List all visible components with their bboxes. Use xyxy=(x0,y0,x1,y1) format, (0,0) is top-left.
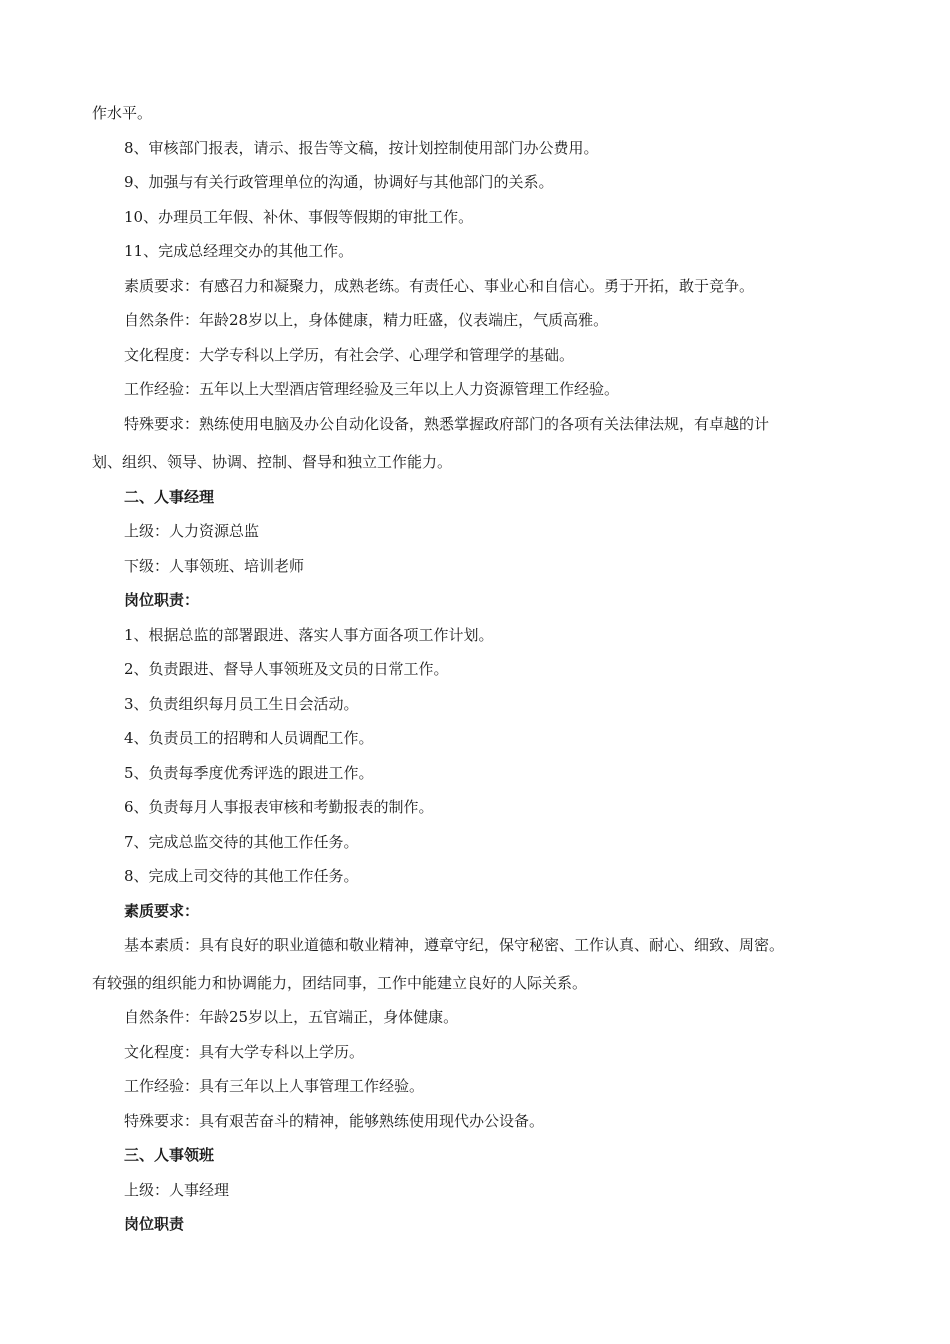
duty-item-2: 2、负责跟进、督导人事领班及文员的日常工作。 xyxy=(124,660,449,678)
duty-item-8: 8、审核部门报表，请示、报告等文稿，按计划控制使用部门办公费用。 xyxy=(124,139,599,157)
special-requirement: 特殊要求：熟练使用电脑及办公自动化设备，熟悉掌握政府部门的各项有关法律法规，有卓越的计 xyxy=(124,415,770,433)
section-heading-hr-manager: 二、人事经理 xyxy=(124,488,215,506)
section-heading-hr-supervisor: 三、人事领班 xyxy=(124,1146,215,1164)
duty-item-9: 9、加强与有关行政管理单位的沟通，协调好与其他部门的关系。 xyxy=(124,173,554,191)
duty-item-6: 6、负责每月人事报表审核和考勤报表的制作。 xyxy=(124,798,434,816)
duty-item-3: 3、负责组织每月员工生日会活动。 xyxy=(124,695,359,713)
natural-conditions: 自然条件：年龄28岁以上，身体健康，精力旺盛，仪表端庄，气质高雅。 xyxy=(124,311,609,329)
superior: 上级：人事经理 xyxy=(124,1181,230,1199)
education-level: 文化程度：大学专科以上学历，有社会学、心理学和管理学的基础。 xyxy=(124,346,575,364)
duty-item-7: 7、完成总监交待的其他工作任务。 xyxy=(124,833,359,851)
duty-item-1: 1、根据总监的部署跟进、落实人事方面各项工作计划。 xyxy=(124,626,494,644)
subheading-quality: 素质要求： xyxy=(124,902,200,920)
special-requirement-continuation: 划、组织、领导、协调、控制、督导和独立工作能力。 xyxy=(92,453,453,471)
natural-conditions: 自然条件：年龄25岁以上，五官端正，身体健康。 xyxy=(124,1008,459,1026)
subordinates: 下级：人事领班、培训老师 xyxy=(124,557,305,575)
duty-item-4: 4、负责员工的招聘和人员调配工作。 xyxy=(124,729,374,747)
basic-quality-continuation: 有较强的组织能力和协调能力，团结同事，工作中能建立良好的人际关系。 xyxy=(92,974,588,992)
superior: 上级：人力资源总监 xyxy=(124,522,260,540)
duty-item-10: 10、办理员工年假、补休、事假等假期的审批工作。 xyxy=(124,208,474,226)
special-requirement: 特殊要求：具有艰苦奋斗的精神，能够熟练使用现代办公设备。 xyxy=(124,1112,545,1130)
duty-item-8: 8、完成上司交待的其他工作任务。 xyxy=(124,867,359,885)
subheading-duties: 岗位职责： xyxy=(124,591,200,609)
paragraph-continuation: 作水平。 xyxy=(92,104,153,122)
quality-requirement: 素质要求：有感召力和凝聚力，成熟老练。有责任心、事业心和自信心。勇于开拓，敢于竞争。 xyxy=(124,277,755,295)
education-level: 文化程度：具有大学专科以上学历。 xyxy=(124,1043,365,1061)
basic-quality: 基本素质：具有良好的职业道德和敬业精神，遵章守纪，保守秘密、工作认真、耐心、细致、周密。 xyxy=(124,936,785,954)
work-experience: 工作经验：具有三年以上人事管理工作经验。 xyxy=(124,1077,425,1095)
subheading-duties: 岗位职责 xyxy=(124,1215,185,1233)
duty-item-5: 5、负责每季度优秀评选的跟进工作。 xyxy=(124,764,374,782)
work-experience: 工作经验：五年以上大型酒店管理经验及三年以上人力资源管理工作经验。 xyxy=(124,380,620,398)
duty-item-11: 11、完成总经理交办的其他工作。 xyxy=(124,242,354,260)
